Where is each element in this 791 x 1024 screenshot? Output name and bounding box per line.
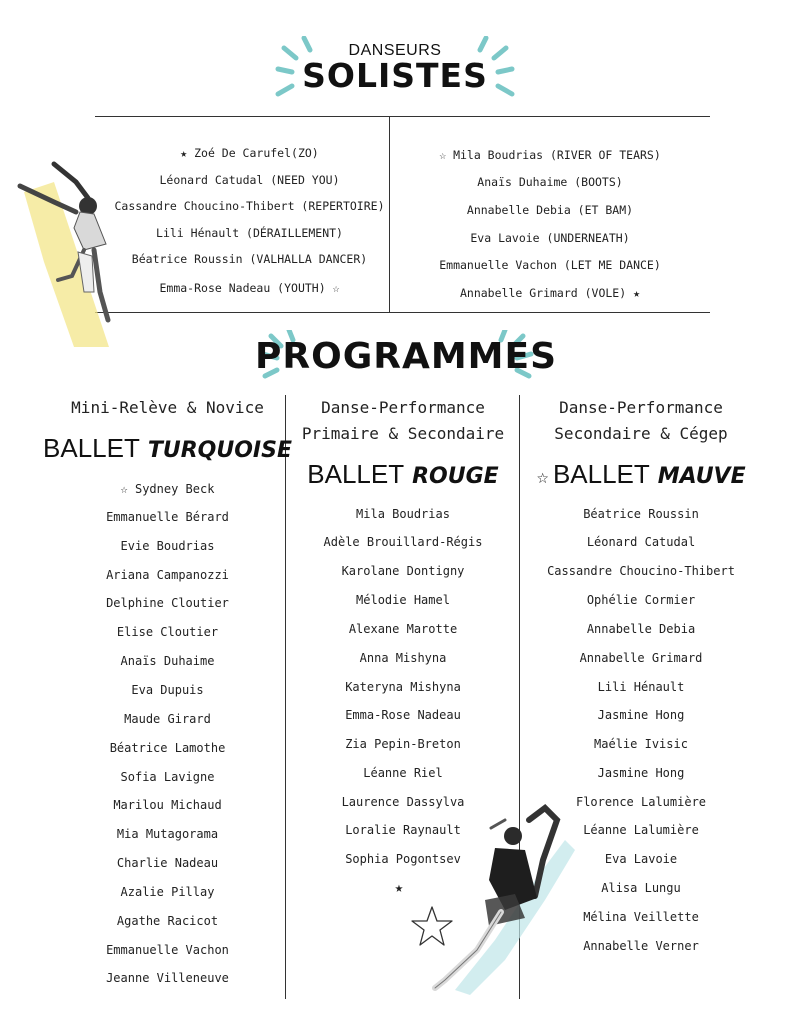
soliste-left-item: Béatrice Roussin (VALHALLA DANCER) — [131, 252, 368, 266]
programmes-title: PROGRAMMES — [255, 336, 558, 377]
list-item: Mélina Veillette — [583, 910, 699, 924]
list-item: Emma-Rose Nadeau — [345, 708, 461, 722]
list-item: Loralie Raynault — [345, 823, 461, 837]
list-item: Ariana Campanozzi — [106, 568, 229, 582]
list-item: Agathe Racicot — [116, 914, 219, 928]
list-item: Annabelle Verner — [583, 939, 699, 953]
list-item: Sofia Lavigne — [120, 770, 215, 784]
column-heading — [521, 395, 761, 447]
list-item: Laurence Dassylva — [341, 795, 465, 809]
list-item: Jasmine Hong — [597, 708, 685, 722]
column-heading-line: Danse-Performance — [559, 398, 723, 417]
list-item: Emmanuelle Bérard — [106, 510, 229, 524]
dancer-photo — [425, 800, 585, 1000]
soliste-left-item: ★ Zoé De Carufel(ZO) — [180, 146, 319, 160]
list-item: Cassandre Choucino-Thibert — [547, 564, 735, 578]
list-item: Elise Cloutier — [116, 625, 219, 639]
soliste-left-item: Cassandre Choucino-Thibert (REPERTOIRE) — [114, 199, 385, 213]
column-heading-line: Primaire & Secondaire — [301, 424, 505, 443]
list-item: Azalie Pillay — [120, 885, 215, 899]
list-item: Sophia Pogontsev — [345, 852, 461, 866]
ballet-word: BALLET — [307, 459, 405, 489]
list-item: Charlie Nadeau — [116, 856, 219, 870]
list-item: Eva Dupuis — [131, 683, 204, 697]
solistes-divider — [389, 116, 390, 312]
list-item: Adèle Brouillard-Régis — [323, 535, 483, 549]
programmes-header — [255, 330, 558, 390]
ballet-color: TURQUOISE — [147, 438, 292, 463]
list-item: Zia Pepin-Breton — [345, 737, 461, 751]
list-item: Annabelle Debia — [586, 622, 696, 636]
list-item: Anaïs Duhaime — [120, 654, 215, 668]
list-item: Karolane Dontigny — [341, 564, 465, 578]
column-heading-line: Secondaire & Cégep — [554, 424, 728, 443]
column-heading — [287, 395, 519, 447]
list-item: Alisa Lungu — [601, 881, 681, 895]
ballet-title-turquoise — [40, 433, 295, 464]
list-item: Eva Lavoie — [604, 852, 678, 866]
list-item: Lili Hénault — [597, 680, 685, 694]
soliste-right-item: Anaïs Duhaime (BOOTS) — [477, 175, 623, 189]
list-item: Annabelle Grimard — [579, 651, 703, 665]
list-item: Mélodie Hamel — [356, 593, 450, 607]
list-item: Léonard Catudal — [586, 535, 696, 549]
list-item: Béatrice Roussin — [583, 507, 699, 521]
list-item: Maude Girard — [124, 712, 211, 726]
solistes-header — [270, 36, 520, 106]
list-item: Jeanne Villeneuve — [106, 971, 229, 985]
list-item: ☆ Sydney Beck — [120, 482, 215, 496]
column-heading-line: Mini-Relève & Novice — [71, 398, 264, 417]
list-item: Ophélie Cormier — [586, 593, 696, 607]
list-item: Maélie Ivisic — [594, 737, 688, 751]
soliste-right-item: Annabelle Grimard (VOLE) ★ — [459, 286, 640, 300]
soliste-left-item: Léonard Catudal (NEED YOU) — [159, 173, 340, 187]
list-item: Florence Lalumière — [575, 795, 707, 809]
solistes-right-list — [410, 140, 690, 310]
ballet-word: BALLET — [552, 459, 650, 489]
list-item: Mila Boudrias — [356, 507, 450, 521]
ballet-title-rouge — [287, 459, 519, 490]
dancer-photo — [14, 152, 124, 352]
ballet-word: BALLET — [43, 433, 140, 463]
solistes-title: SOLISTES — [302, 56, 488, 95]
column-heading — [40, 395, 295, 421]
solistes-top-rule — [95, 116, 710, 117]
column-heading-line: Danse-Performance — [321, 398, 485, 417]
list-item: Emmanuelle Vachon — [106, 943, 229, 957]
soliste-right-item: Emmanuelle Vachon (LET ME DANCE) — [439, 258, 661, 272]
solistes-kicker: DANSEURS — [348, 42, 442, 59]
list-item: Kateryna Mishyna — [345, 680, 461, 694]
soliste-right-item: Eva Lavoie (UNDERNEATH) — [470, 231, 630, 245]
list-item: Léanne Lalumière — [583, 823, 699, 837]
list-item: Marilou Michaud — [113, 798, 222, 812]
ballet-title-mauve — [521, 459, 761, 490]
soliste-right-item: ☆ Mila Boudrias (RIVER OF TEARS) — [439, 148, 661, 162]
soliste-left-item: Lili Hénault (DÉRAILLEMENT) — [156, 226, 343, 240]
ballet-turquoise-list — [40, 480, 295, 990]
soliste-left-item: Emma-Rose Nadeau (YOUTH) ☆ — [159, 281, 340, 295]
solistes-left-list — [112, 140, 387, 310]
ballet-color: MAUVE — [657, 464, 746, 489]
list-item: Béatrice Lamothe — [109, 741, 226, 755]
list-item: ★ — [394, 880, 404, 896]
list-item: Evie Boudrias — [120, 539, 215, 553]
star-icon: ☆ — [536, 471, 549, 487]
list-item: Mia Mutagorama — [116, 827, 219, 841]
solistes-bottom-rule — [95, 312, 710, 313]
list-item: Anna Mishyna — [359, 651, 447, 665]
list-item: Alexane Marotte — [348, 622, 458, 636]
ballet-color: ROUGE — [412, 464, 499, 489]
soliste-right-item: Annabelle Debia (ET BAM) — [466, 203, 634, 217]
list-item: Léanne Riel — [363, 766, 443, 780]
list-item: Jasmine Hong — [597, 766, 685, 780]
list-item: Delphine Cloutier — [106, 596, 229, 610]
